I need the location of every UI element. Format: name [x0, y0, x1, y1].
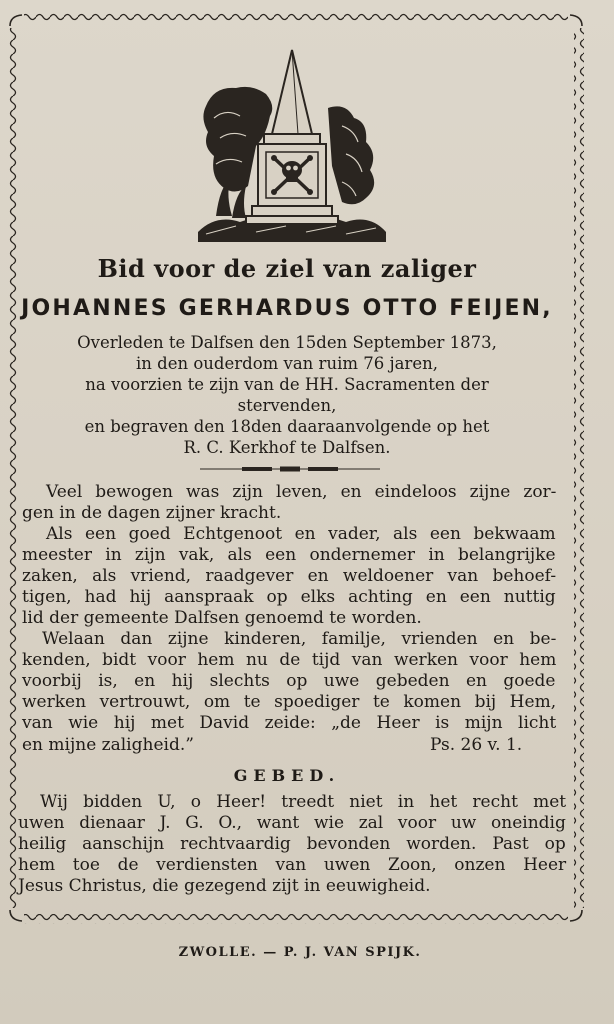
detail-line: stervenden,	[237, 396, 337, 415]
body-line: Welaan dan zijne kinderen, familje, vrienden en be-	[42, 629, 557, 649]
prayer-heading: Bid voor de ziel van zaliger	[97, 254, 477, 283]
body-line: Als een goed Echtgenoot en vader, als een bekwaam	[46, 524, 556, 544]
detail-line: in den ouderdom van ruim 76 jaren,	[136, 354, 438, 373]
body-line: lid der gemeente Dalfsen genoemd te worden.	[22, 608, 422, 628]
body-line: zaken, als vriend, raadgever en weldoener van behoef-	[22, 566, 557, 586]
prayer-title: GEBED.	[233, 766, 341, 785]
obelisk-skull-crossbones-icon	[196, 46, 388, 246]
detail-line: R. C. Kerkhof te Dalfsen.	[183, 438, 391, 457]
body-line: meester in zijn vak, als een ondernemer in belangrijke	[22, 545, 556, 565]
printer-imprint: ZWOLLE. — P. J. VAN SPIJK.	[178, 945, 422, 960]
detail-line: Overleden te Dalfsen den 15den September 1873,	[77, 333, 497, 352]
psalm-reference: Ps. 26 v. 1.	[430, 735, 523, 755]
body-line: werken vertrouwt, om te spoediger te komen bij Hem,	[22, 692, 557, 712]
prayer-line: heilig aanschijn rechtvaardig bevonden worden. Past op	[18, 834, 566, 854]
prayer-line: uwen dienaar J. G. O., want wie zal voor uw oneindig	[18, 813, 566, 833]
body-line: van wie hij met David zeide: „de Heer is mijn licht	[22, 713, 557, 733]
prayer-line: hem toe de verdiensten van uwen Zoon, onzen Heer	[18, 855, 567, 875]
body-line: kenden, bidt voor hem nu de tijd van werken voor hem	[22, 650, 557, 670]
body-line: gen in de dagen zijner kracht.	[22, 503, 282, 523]
detail-line: en begraven den 18den daaraanvolgende op het	[84, 417, 490, 436]
ornamental-divider	[200, 466, 380, 472]
body-line: voorbij is, en hij slechts op uwe gebeden en goede	[22, 671, 556, 691]
deceased-name: JOHANNES GERHARDUS OTTO FEIJEN,	[21, 296, 553, 321]
detail-line: na voorzien te zijn van de HH. Sacramenten der	[85, 375, 489, 394]
body-line: en mijne zaligheid.”	[22, 735, 194, 755]
body-line: tigen, had hij aanspraak op elks achting en een nuttig	[22, 587, 556, 607]
body-line: Veel bewogen was zijn leven, en eindeloos zijne zor-	[46, 482, 557, 502]
prayer-line: Jesus Christus, die gezegend zijt in eeuwigheid.	[18, 876, 431, 896]
prayer-line: Wij bidden U, o Heer! treedt niet in het recht met	[40, 792, 567, 812]
